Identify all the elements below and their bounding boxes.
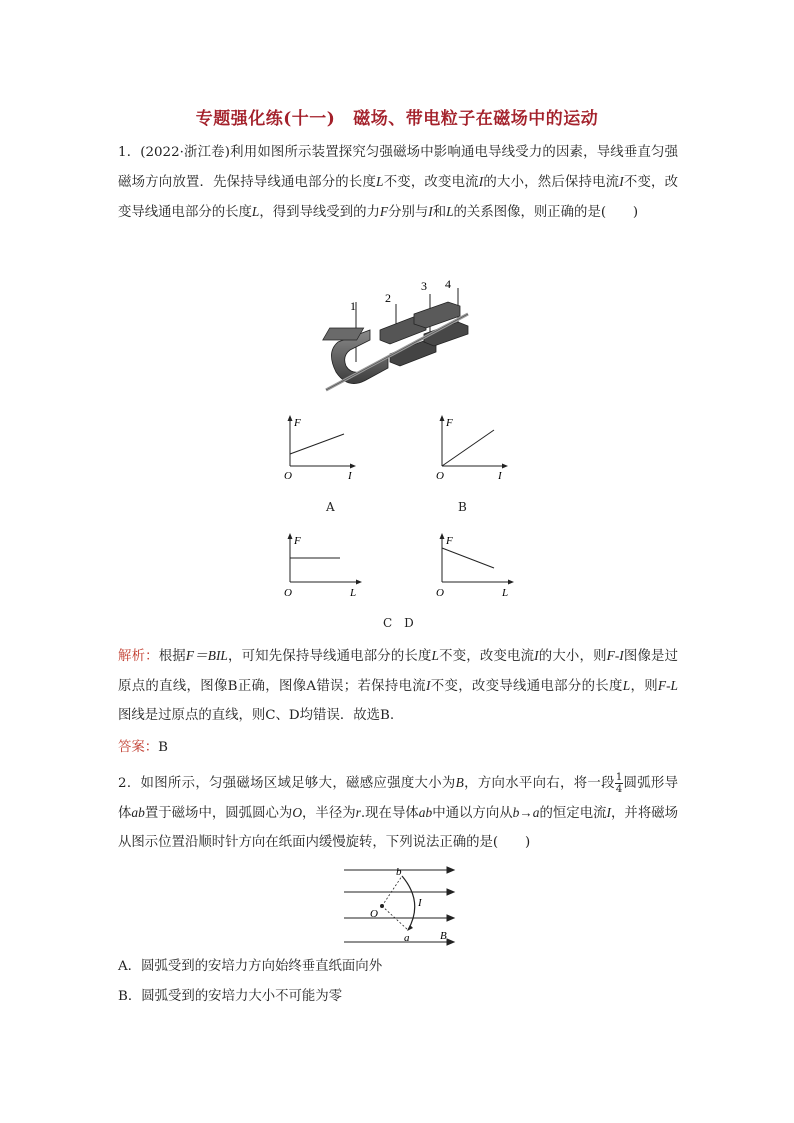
- graph-c-ylabel: F: [294, 535, 301, 547]
- magnet-label-1: 1: [350, 299, 356, 313]
- q1-text: 和: [432, 205, 447, 220]
- var-I: I: [619, 174, 624, 189]
- frac-den: 4: [615, 784, 623, 795]
- var-L: L: [446, 204, 454, 219]
- var-B: B: [455, 775, 464, 790]
- graph-d-line: [442, 548, 494, 568]
- graph-a-line: [290, 434, 344, 454]
- graph-b-xlabel: I: [498, 470, 502, 482]
- graph-b-line: [442, 430, 494, 466]
- var-FL: F-L: [657, 678, 678, 693]
- q2-text: ，半径为: [302, 806, 356, 821]
- q1-text: 不变，改变导线通电部分的长度: [118, 175, 679, 220]
- q2-number: 2．: [118, 776, 141, 791]
- var-I: I: [428, 204, 433, 219]
- q2-option-a: A．圆弧受到的安培力方向始终垂直纸面向外: [118, 959, 383, 974]
- graph-b-caption: B: [458, 500, 467, 514]
- magnet-apparatus-figure: [318, 272, 478, 402]
- q1-text: 利用如图所示装置探究匀强磁场中影响通电导线受力的因素，导线垂直匀强磁场方向放置．先保持导线通电部分的长度: [118, 145, 678, 190]
- frac-num: 1: [615, 772, 623, 783]
- q1-text: ，得到导线受到的力: [259, 205, 380, 220]
- graph-c-origin: O: [284, 587, 292, 599]
- var-I: I: [478, 174, 484, 189]
- graph-a-ylabel: F: [294, 417, 301, 429]
- magnet-label-4: 4: [445, 277, 451, 291]
- answer-value: B: [158, 740, 169, 755]
- q2-text: ，方向水平向右，将一段: [463, 776, 615, 791]
- var-L: L: [431, 648, 439, 663]
- fig-label-O: O: [370, 908, 378, 920]
- q2-text: .现在导体: [360, 806, 419, 821]
- analysis-text: 不变，改变导线通电部分的长度: [430, 679, 623, 694]
- q2-option-b: B．圆弧受到的安培力大小不可能为零: [118, 989, 343, 1004]
- magnet-label-2: 2: [385, 291, 391, 305]
- center-dot: [380, 904, 384, 908]
- var-O: O: [292, 805, 302, 820]
- analysis-text: 根据: [158, 649, 186, 664]
- q1-text: 不变，改变电流: [383, 175, 479, 190]
- q2-text: 置于磁场中，圆弧圆心为: [144, 806, 293, 821]
- var-F: F: [379, 204, 389, 219]
- q2-text: 的恒定电流: [539, 806, 607, 821]
- analysis-text: 图像是过原点的直线，图像B正确，图像A错误；若保持电流: [118, 649, 679, 694]
- graph-d-ylabel: F: [446, 535, 453, 547]
- q1-number: 1．: [118, 145, 141, 160]
- graph-b-origin: O: [436, 470, 444, 482]
- q1-text: 分别与: [388, 205, 429, 220]
- q1-analysis: [118, 641, 678, 730]
- q1-text: 的关系图像，则正确的是( ): [453, 205, 639, 220]
- var-L: L: [622, 678, 631, 693]
- fig-label-a: a: [404, 932, 410, 944]
- analysis-text: ，则: [630, 679, 658, 694]
- analysis-text: 图线是过原点的直线，则C、D均错误．故选B.: [118, 708, 395, 723]
- graph-a-origin: O: [284, 470, 292, 482]
- graph-d: [432, 530, 522, 602]
- var-I: I: [606, 805, 611, 820]
- graph-a-caption: A: [326, 500, 335, 514]
- q1-source: (2022·浙江卷): [140, 145, 230, 160]
- var-ab: ab: [418, 805, 433, 820]
- q1-stem: [118, 138, 678, 227]
- q2-text: 如图所示，匀强磁场区域足够大，磁感应强度大小为: [140, 776, 456, 791]
- graph-c: [280, 530, 370, 602]
- var-FI: F-I: [606, 648, 624, 663]
- fraction-quarter: [615, 772, 623, 795]
- graph-cd-caption: C D: [383, 616, 414, 630]
- graph-c-xlabel: L: [350, 587, 357, 599]
- var-I: I: [534, 648, 539, 663]
- fig-label-I: I: [418, 897, 422, 909]
- fig-label-b: b: [396, 866, 402, 878]
- q1-text: 的大小，然后保持电流: [483, 175, 620, 190]
- q1-answer: [118, 733, 678, 762]
- page-title: [0, 104, 794, 129]
- magnet-label-3: 3: [421, 279, 427, 293]
- title-part1: 专题强化练(十一): [195, 109, 336, 129]
- formula: F＝BIL: [185, 648, 228, 663]
- analysis-text: 的大小，则: [538, 649, 607, 664]
- answer-label: 答案：: [118, 740, 159, 755]
- graph-d-origin: O: [436, 587, 444, 599]
- var-I: I: [426, 678, 431, 693]
- analysis-text: ，可知先保持导线通电部分的长度: [227, 649, 432, 664]
- graph-b-ylabel: F: [446, 417, 453, 429]
- analysis-label: 解析：: [118, 649, 159, 664]
- title-part2: 磁场、带电粒子在磁场中的运动: [353, 109, 599, 129]
- q2-text: ，并将磁场从图示位置沿顺时针方向在纸面内缓慢旋转，下列说法正确的是( ): [118, 806, 679, 850]
- q2-text: 圆弧形导体: [118, 776, 679, 821]
- var-L: L: [376, 174, 384, 189]
- fig-label-B: B: [440, 930, 447, 942]
- var-L: L: [251, 204, 260, 219]
- arc-field-figure: [340, 862, 460, 948]
- analysis-text: 不变，改变电流: [439, 649, 535, 664]
- arc-conductor: [402, 876, 415, 930]
- graph-a-xlabel: I: [348, 470, 352, 482]
- graph-b: [432, 412, 512, 484]
- var-dir: b→a: [512, 805, 540, 820]
- var-ab: ab: [131, 805, 145, 820]
- var-r: r: [355, 805, 361, 820]
- q2-text: 中通以方向从: [432, 806, 513, 821]
- graph-a: [280, 412, 360, 484]
- graph-d-xlabel: L: [502, 587, 509, 599]
- q2-stem: [118, 768, 678, 857]
